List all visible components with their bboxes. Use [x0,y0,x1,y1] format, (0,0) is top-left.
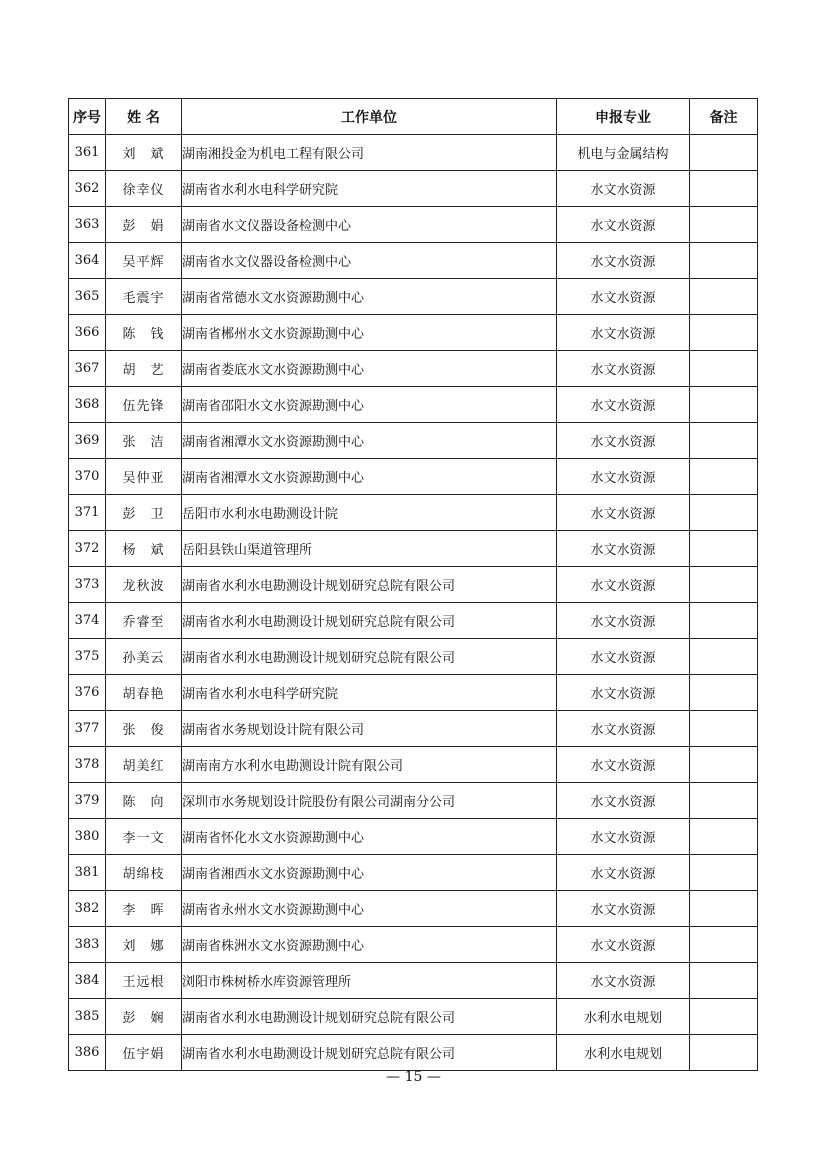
cell-unit: 湖南南方水利水电勘测设计院有限公司 [182,747,557,783]
roster-body [69,135,758,1071]
cell-unit: 湖南省株洲水文水资源勘测中心 [182,927,557,963]
cell-seq: 378 [69,747,106,783]
cell-name: 杨 斌 [106,531,182,567]
cell-remarks [690,531,758,567]
cell-name: 彭 卫 [106,495,182,531]
cell-remarks [690,747,758,783]
cell-seq: 380 [69,819,106,855]
cell-name: 龙秋波 [106,567,182,603]
cell-seq: 372 [69,531,106,567]
cell-name: 陈 钱 [106,315,182,351]
cell-seq: 376 [69,675,106,711]
table-row [69,351,758,387]
cell-remarks [690,351,758,387]
cell-remarks [690,1035,758,1071]
cell-unit: 湖南省水利水电科学研究院 [182,171,557,207]
cell-name: 王远根 [106,963,182,999]
cell-name: 伍宇娟 [106,1035,182,1071]
header-row [69,99,758,135]
cell-remarks [690,207,758,243]
cell-specialty: 水文水资源 [557,459,690,495]
cell-unit: 浏阳市株树桥水库资源管理所 [182,963,557,999]
table-row [69,171,758,207]
table-row [69,711,758,747]
cell-specialty: 水文水资源 [557,495,690,531]
cell-remarks [690,135,758,171]
cell-unit: 湖南省水文仪器设备检测中心 [182,243,557,279]
table-row [69,315,758,351]
cell-specialty: 水文水资源 [557,171,690,207]
cell-name: 伍先锋 [106,387,182,423]
cell-name: 彭 娴 [106,999,182,1035]
cell-specialty: 水文水资源 [557,855,690,891]
cell-seq: 383 [69,927,106,963]
cell-unit: 湖南省常德水文水资源勘测中心 [182,279,557,315]
cell-name: 刘 娜 [106,927,182,963]
cell-unit: 湖南省邵阳水文水资源勘测中心 [182,387,557,423]
cell-remarks [690,243,758,279]
cell-unit: 湖南省湘潭水文水资源勘测中心 [182,459,557,495]
cell-seq: 385 [69,999,106,1035]
page-number: — 15 — [386,1069,441,1085]
cell-name: 孙美云 [106,639,182,675]
cell-unit: 岳阳县铁山渠道管理所 [182,531,557,567]
cell-seq: 371 [69,495,106,531]
cell-remarks [690,891,758,927]
cell-specialty: 水文水资源 [557,711,690,747]
cell-specialty: 水文水资源 [557,675,690,711]
cell-specialty: 水文水资源 [557,783,690,819]
table-row [69,495,758,531]
cell-name: 胡美红 [106,747,182,783]
cell-unit: 湖南省水文仪器设备检测中心 [182,207,557,243]
cell-unit: 湖南省郴州水文水资源勘测中心 [182,315,557,351]
cell-specialty: 机电与金属结构 [557,135,690,171]
table-row [69,207,758,243]
table-row [69,459,758,495]
cell-specialty: 水文水资源 [557,531,690,567]
cell-unit: 湖南省怀化水文水资源勘测中心 [182,819,557,855]
table-row [69,819,758,855]
cell-seq: 364 [69,243,106,279]
cell-remarks [690,315,758,351]
cell-seq: 368 [69,387,106,423]
table-row [69,639,758,675]
cell-unit: 岳阳市水利水电勘测设计院 [182,495,557,531]
table-row [69,783,758,819]
cell-specialty: 水文水资源 [557,927,690,963]
cell-unit: 湖南省水利水电勘测设计规划研究总院有限公司 [182,567,557,603]
cell-name: 吴仲亚 [106,459,182,495]
table-row [69,675,758,711]
cell-seq: 370 [69,459,106,495]
table-row [69,963,758,999]
table-row [69,387,758,423]
table-row [69,279,758,315]
cell-remarks [690,603,758,639]
cell-specialty: 水文水资源 [557,207,690,243]
cell-specialty: 水文水资源 [557,963,690,999]
cell-remarks [690,927,758,963]
cell-unit: 湖南省水务规划设计院有限公司 [182,711,557,747]
cell-name: 彭 娟 [106,207,182,243]
table-row [69,999,758,1035]
cell-seq: 384 [69,963,106,999]
cell-seq: 373 [69,567,106,603]
cell-remarks [690,495,758,531]
cell-name: 徐幸仪 [106,171,182,207]
cell-seq: 366 [69,315,106,351]
cell-remarks [690,639,758,675]
cell-unit: 湖南省永州水文水资源勘测中心 [182,891,557,927]
cell-name: 陈 向 [106,783,182,819]
cell-seq: 382 [69,891,106,927]
cell-seq: 369 [69,423,106,459]
cell-name: 毛震宇 [106,279,182,315]
header-seq: 序号 [69,99,106,135]
roster-table [68,98,758,1071]
table-row [69,747,758,783]
cell-remarks [690,423,758,459]
table-row [69,423,758,459]
cell-seq: 365 [69,279,106,315]
cell-remarks [690,459,758,495]
cell-specialty: 水文水资源 [557,423,690,459]
cell-remarks [690,783,758,819]
cell-remarks [690,711,758,747]
cell-specialty: 水文水资源 [557,819,690,855]
cell-specialty: 水文水资源 [557,891,690,927]
cell-name: 乔睿至 [106,603,182,639]
cell-name: 李一文 [106,819,182,855]
cell-specialty: 水文水资源 [557,747,690,783]
table-row [69,1035,758,1071]
cell-name: 张 俊 [106,711,182,747]
cell-remarks [690,279,758,315]
cell-specialty: 水文水资源 [557,243,690,279]
cell-specialty: 水利水电规划 [557,1035,690,1071]
cell-unit: 湖南省湘潭水文水资源勘测中心 [182,423,557,459]
table-row [69,135,758,171]
header-specialty: 申报专业 [557,99,690,135]
cell-name: 李 晖 [106,891,182,927]
cell-name: 胡绵枝 [106,855,182,891]
cell-unit: 湖南省水利水电勘测设计规划研究总院有限公司 [182,1035,557,1071]
cell-name: 张 洁 [106,423,182,459]
cell-seq: 367 [69,351,106,387]
table-row [69,243,758,279]
table-row [69,927,758,963]
cell-remarks [690,999,758,1035]
table-row [69,567,758,603]
cell-remarks [690,819,758,855]
cell-name: 胡春艳 [106,675,182,711]
cell-remarks [690,387,758,423]
header-remarks: 备注 [690,99,758,135]
cell-seq: 362 [69,171,106,207]
cell-seq: 379 [69,783,106,819]
cell-specialty: 水文水资源 [557,351,690,387]
table-row [69,603,758,639]
cell-unit: 湖南省水利水电勘测设计规划研究总院有限公司 [182,639,557,675]
header-name: 姓 名 [106,99,182,135]
cell-specialty: 水文水资源 [557,279,690,315]
cell-unit: 湖南省水利水电科学研究院 [182,675,557,711]
header-unit: 工作单位 [182,99,557,135]
cell-seq: 386 [69,1035,106,1071]
cell-remarks [690,567,758,603]
cell-remarks [690,963,758,999]
cell-unit: 湖南省水利水电勘测设计规划研究总院有限公司 [182,603,557,639]
cell-seq: 375 [69,639,106,675]
cell-unit: 深圳市水务规划设计院股份有限公司湖南分公司 [182,783,557,819]
cell-specialty: 水文水资源 [557,315,690,351]
cell-seq: 381 [69,855,106,891]
cell-unit: 湖南省水利水电勘测设计规划研究总院有限公司 [182,999,557,1035]
cell-name: 刘 斌 [106,135,182,171]
cell-specialty: 水文水资源 [557,639,690,675]
table-row [69,891,758,927]
cell-specialty: 水文水资源 [557,387,690,423]
table-row [69,855,758,891]
cell-unit: 湖南省娄底水文水资源勘测中心 [182,351,557,387]
cell-unit: 湖南省湘西水文水资源勘测中心 [182,855,557,891]
cell-name: 吴平辉 [106,243,182,279]
cell-remarks [690,675,758,711]
cell-unit: 湖南湘投金为机电工程有限公司 [182,135,557,171]
cell-specialty: 水文水资源 [557,567,690,603]
cell-name: 胡 艺 [106,351,182,387]
cell-seq: 374 [69,603,106,639]
cell-seq: 361 [69,135,106,171]
cell-seq: 363 [69,207,106,243]
cell-remarks [690,171,758,207]
cell-specialty: 水利水电规划 [557,999,690,1035]
cell-seq: 377 [69,711,106,747]
cell-remarks [690,855,758,891]
cell-specialty: 水文水资源 [557,603,690,639]
table-row [69,531,758,567]
